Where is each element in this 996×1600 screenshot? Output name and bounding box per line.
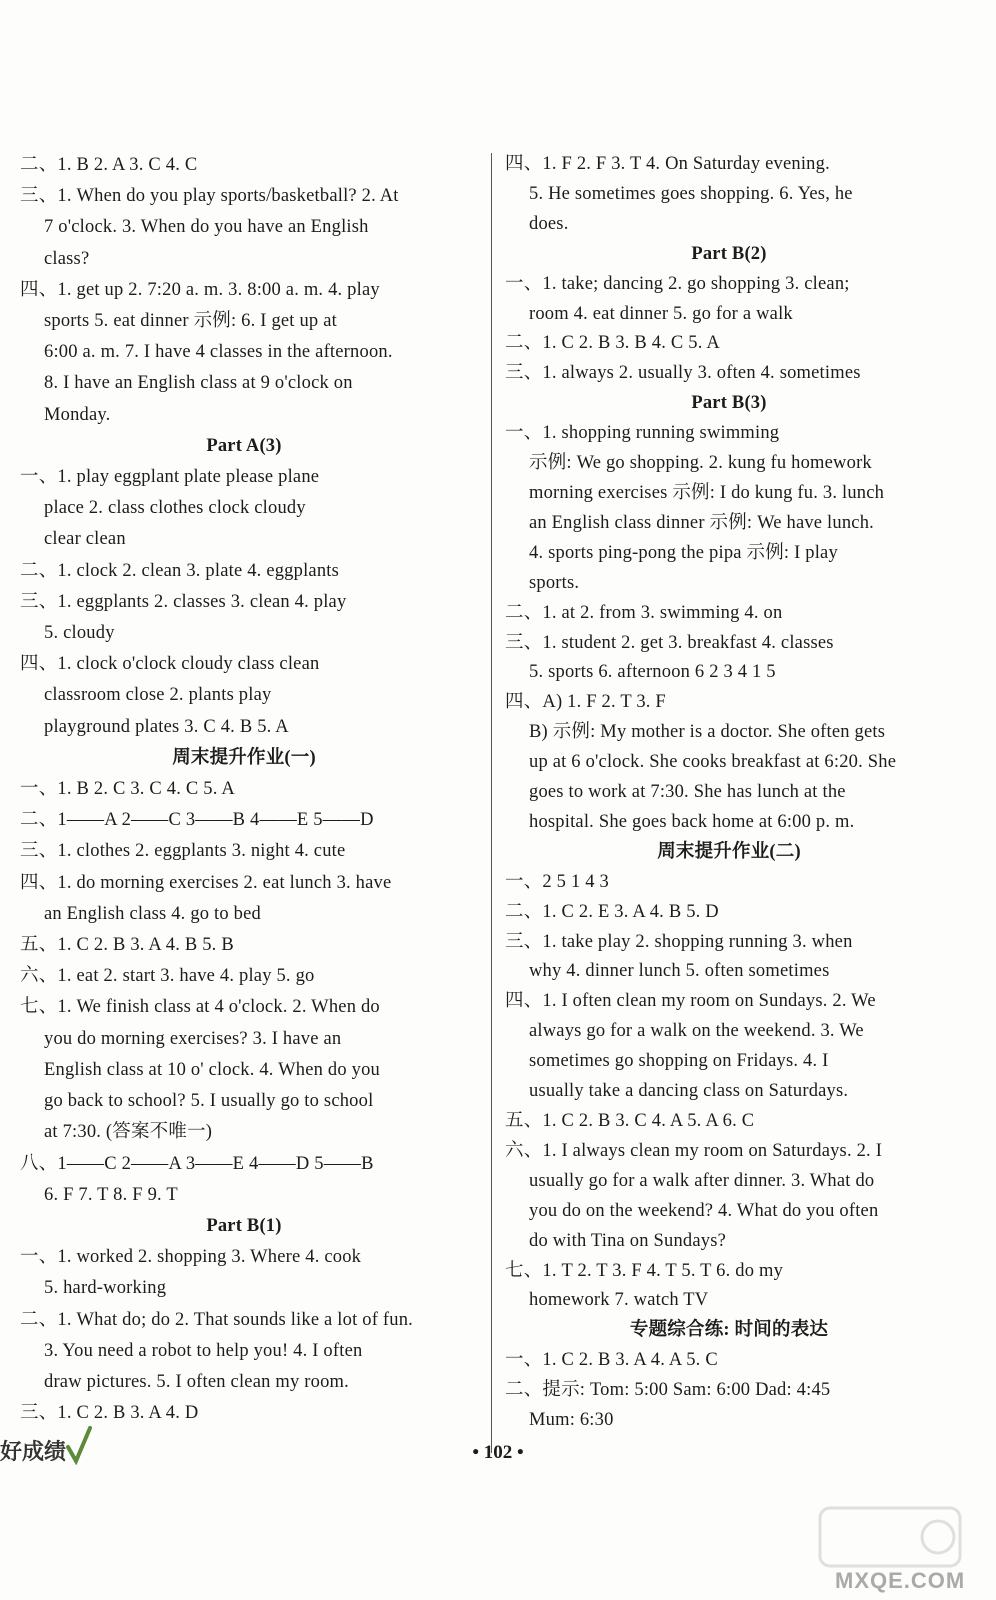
answer-line: 五、1. C 2. B 3. A 4. B 5. B (20, 935, 234, 956)
answer-line: place 2. class clothes clock cloudy (44, 498, 306, 519)
answer-line: always go for a walk on the weekend. 3. We (529, 1021, 864, 1042)
answer-line: draw pictures. 5. I often clean my room. (44, 1371, 349, 1392)
answer-line: at 7:30. (答案不唯一) (44, 1122, 213, 1143)
section-heading: Part B(3) (691, 393, 767, 414)
answer-line: 3. You need a robot to help you! 4. I often (44, 1340, 363, 1361)
answer-line: 三、1. C 2. B 3. A 4. D (20, 1403, 199, 1424)
answer-line: playground plates 3. C 4. B 5. A (44, 716, 289, 737)
answer-line: 四、1. F 2. F 3. T 4. On Saturday evening. (505, 154, 830, 174)
answer-line: do with Tina on Sundays? (529, 1230, 727, 1251)
answer-line: class? (44, 248, 90, 269)
answer-line: 一、1. worked 2. shopping 3. Where 4. cook (20, 1247, 362, 1268)
answer-line: sometimes go shopping on Fridays. 4. I (529, 1051, 829, 1072)
answer-line: clear clean (44, 529, 126, 550)
left-column (20, 150, 468, 1429)
page-number: • 102 • (472, 1442, 524, 1463)
answer-line: 6:00 a. m. 7. I have 4 classes in the afternoon. (44, 342, 393, 363)
answer-line: 二、1. C 2. E 3. A 4. B 5. D (505, 901, 719, 922)
answer-line: 二、1. clock 2. clean 3. plate 4. eggplants (20, 560, 340, 581)
answer-line: 二、1. at 2. from 3. swimming 4. on (505, 602, 783, 623)
answer-line: usually take a dancing class on Saturdays. (529, 1081, 849, 1102)
answer-line: 一、1. play eggplant plate please plane (20, 467, 320, 488)
answer-line: classroom close 2. plants play (44, 685, 272, 706)
answer-line: 4. sports ping-pong the pipa 示例: I play (529, 542, 838, 563)
answer-line: hospital. She goes back home at 6:00 p. m. (529, 811, 855, 832)
answer-line: 一、1. take; dancing 2. go shopping 3. clean; (505, 273, 850, 294)
answer-line: go back to school? 5. I usually go to school (44, 1091, 374, 1112)
answer-line: 四、1. clock o'clock cloudy class clean (20, 654, 320, 675)
answer-line: homework 7. watch TV (529, 1290, 709, 1311)
answer-line: an English class dinner 示例: We have lunch. (529, 512, 874, 533)
answer-line: 二、1. B 2. A 3. C 4. C (20, 155, 198, 175)
answer-line: 四、1. do morning exercises 2. eat lunch 3. have (20, 872, 392, 893)
answer-line: room 4. eat dinner 5. go for a walk (529, 303, 793, 324)
answer-line: 一、1. shopping running swimming (505, 423, 780, 444)
answer-line: 二、提示: Tom: 5:00 Sam: 6:00 Dad: 4:45 (505, 1380, 831, 1401)
answer-line: an English class 4. go to bed (44, 903, 261, 924)
answer-line: why 4. dinner lunch 5. often sometimes (529, 961, 830, 982)
answer-line: sports. (529, 572, 580, 593)
answer-line: sports 5. eat dinner 示例: 6. I get up at (44, 311, 337, 332)
answer-line: you do morning exercises? 3. I have an (44, 1028, 342, 1049)
answer-line: 七、1. We finish class at 4 o'clock. 2. When do (20, 997, 380, 1018)
answer-line: 8. I have an English class at 9 o'clock on (44, 373, 353, 394)
answer-line: usually go for a walk after dinner. 3. What do (529, 1170, 875, 1191)
answer-line: morning exercises 示例: I do kung fu. 3. lunch (529, 482, 885, 503)
answer-line: up at 6 o'clock. She cooks breakfast at 6:20. She (529, 752, 897, 773)
answer-line: 三、1. always 2. usually 3. often 4. sometimes (505, 363, 861, 384)
answer-line: 三、1. take play 2. shopping running 3. when (505, 931, 853, 952)
right-column (505, 150, 953, 1436)
answer-line: 5. sports 6. afternoon 6 2 3 4 1 5 (529, 662, 776, 683)
brand-logo-text: 好成绩 (0, 1440, 67, 1465)
answer-line: 七、1. T 2. T 3. F 4. T 5. T 6. do my (505, 1260, 784, 1281)
answer-line: 四、1. I often clean my room on Sundays. 2. We (505, 991, 876, 1012)
answer-line: 6. F 7. T 8. F 9. T (44, 1184, 178, 1205)
watermark-text: MXQE.COM (835, 1568, 966, 1593)
section-heading: 周末提升作业(二) (657, 841, 801, 862)
answer-line: 六、1. I always clean my room on Saturdays. 2. I (505, 1140, 883, 1161)
answer-line: 六、1. eat 2. start 3. have 4. play 5. go (20, 966, 315, 987)
section-heading: Part B(1) (206, 1215, 282, 1236)
answer-line: English class at 10 o' clock. 4. When do you (44, 1059, 381, 1080)
answer-line: 三、1. When do you play sports/basketball? 2. At (20, 186, 399, 207)
answer-line: 四、A) 1. F 2. T 3. F (505, 692, 666, 713)
answer-line: 三、1. eggplants 2. classes 3. clean 4. play (20, 591, 347, 612)
answer-line: 四、1. get up 2. 7:20 a. m. 3. 8:00 a. m. 4. play (20, 279, 380, 300)
answer-line: 二、1——A 2——C 3——B 4——E 5——D (20, 810, 374, 831)
answer-line: does. (529, 213, 569, 234)
answer-line: 5. He sometimes goes shopping. 6. Yes, he (529, 183, 853, 204)
answer-line: 三、1. clothes 2. eggplants 3. night 4. cute (20, 841, 346, 862)
answer-line: 7 o'clock. 3. When do you have an English (44, 217, 369, 238)
answer-line: 八、1——C 2——A 3——E 4——D 5——B (20, 1153, 374, 1174)
answer-line: 五、1. C 2. B 3. C 4. A 5. A 6. C (505, 1111, 755, 1131)
answer-line: 示例: We go shopping. 2. kung fu homework (529, 453, 872, 474)
answer-line: Monday. (44, 404, 111, 425)
answer-line: 5. hard-working (44, 1278, 167, 1299)
section-heading: 专题综合练: 时间的表达 (629, 1320, 829, 1341)
section-heading: 周末提升作业(一) (172, 747, 316, 768)
answer-line: Mum: 6:30 (529, 1410, 614, 1431)
answer-line: 5. cloudy (44, 623, 115, 644)
answer-line: 一、1. B 2. C 3. C 4. C 5. A (20, 779, 235, 800)
answer-line: goes to work at 7:30. She has lunch at the (529, 782, 846, 803)
answer-line: 二、1. C 2. B 3. B 4. C 5. A (505, 333, 720, 354)
section-heading: Part B(2) (691, 243, 767, 264)
column-divider (491, 153, 492, 1453)
answer-line: 一、2 5 1 4 3 (505, 871, 609, 892)
answer-line: 二、1. What do; do 2. That sounds like a lot of fun. (20, 1309, 413, 1330)
section-heading: Part A(3) (206, 435, 282, 456)
answer-line: you do on the weekend? 4. What do you often (529, 1200, 879, 1221)
answer-line: 一、1. C 2. B 3. A 4. A 5. C (505, 1350, 718, 1371)
answer-line: 三、1. student 2. get 3. breakfast 4. classes (505, 632, 834, 653)
answer-line: B) 示例: My mother is a doctor. She often gets (529, 722, 886, 743)
